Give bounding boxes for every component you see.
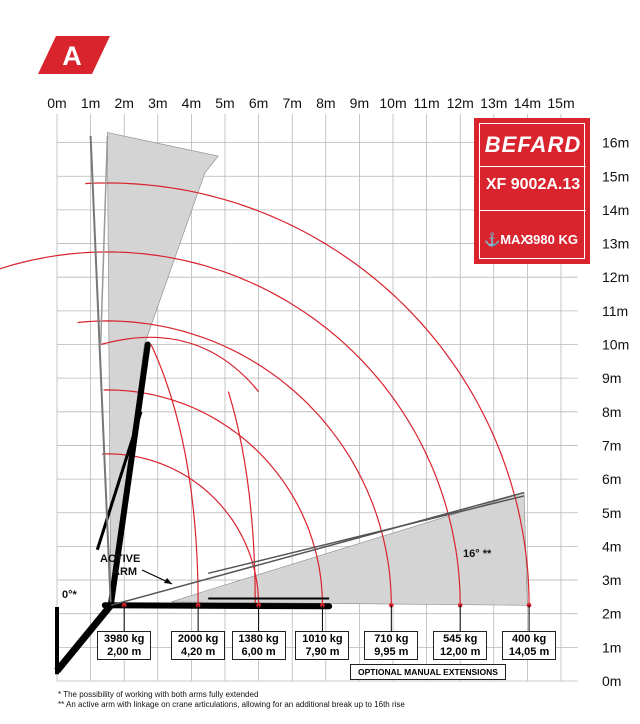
x-tick-label: 10m	[379, 95, 407, 111]
brand-panel-frame	[479, 123, 585, 259]
y-tick-label: 13m	[602, 235, 630, 252]
load-box	[295, 631, 349, 660]
load-reach: 7,90 m	[305, 646, 340, 658]
x-tick-label: 3m	[148, 95, 168, 111]
upper-boom-extension-2	[101, 136, 108, 345]
brand-panel	[474, 118, 590, 264]
footnote-2: ** An active arm with linkage on crane articulations, allowing for an additional break up to 16th rise	[58, 700, 405, 709]
y-tick-label: 6m	[602, 471, 622, 488]
load-kg: 1380 kg	[238, 633, 279, 645]
y-tick-label: 16m	[602, 134, 630, 151]
active-arm-label-line2: ARM	[112, 566, 138, 578]
x-tick-label: 8m	[316, 95, 336, 111]
arc-5m	[228, 392, 255, 606]
chart-badge	[38, 36, 110, 74]
y-tick-label: 1m	[602, 639, 622, 656]
x-tick-label: 14m	[513, 95, 542, 111]
y-tick-label: 14m	[602, 201, 630, 218]
brand-divider	[480, 166, 586, 167]
y-tick-label: 5m	[602, 504, 622, 521]
y-tick-label: 15m	[602, 168, 630, 185]
load-box	[433, 631, 487, 660]
y-tick-label: 2m	[602, 605, 622, 622]
load-box	[171, 631, 225, 660]
angle-zero-label: 0°*	[62, 589, 77, 601]
x-tick-label: 2m	[114, 95, 134, 111]
y-tick-label: 4m	[602, 538, 622, 555]
load-reach: 9,95 m	[374, 646, 409, 658]
badge-letter: A	[62, 41, 82, 71]
load-reach: 14,05 m	[508, 646, 550, 658]
load-box	[364, 631, 418, 660]
load-kg: 3980 kg	[104, 633, 145, 645]
brand-max-label	[484, 232, 529, 248]
load-box	[97, 631, 151, 660]
horizontal-boom	[105, 605, 329, 606]
load-box	[502, 631, 556, 660]
x-tick-label: 7m	[282, 95, 302, 111]
footnote-1: * The possibility of working with both arms fully extended	[58, 690, 259, 699]
y-tick-label: 10m	[602, 336, 630, 353]
y-tick-label: 11m	[602, 302, 629, 319]
load-kg: 710 kg	[374, 633, 409, 645]
load-kg: 545 kg	[443, 633, 478, 645]
x-tick-label: 5m	[215, 95, 235, 111]
x-tick-label: 12m	[446, 95, 474, 111]
load-reach: 2,00 m	[107, 646, 142, 658]
load-reach: 6,00 m	[241, 646, 276, 658]
y-tick-label: 12m	[602, 269, 630, 286]
y-tick-label: 8m	[602, 403, 622, 420]
angle-sixteen-label: 16° **	[463, 548, 492, 560]
x-tick-label: 4m	[181, 95, 202, 111]
max-label-text: MAX	[500, 232, 530, 247]
brand-model: XF 9002A.13	[485, 176, 581, 193]
load-reach: 4,20 m	[180, 646, 216, 658]
load-reach: 12,00 m	[440, 646, 481, 658]
load-kg: 1010 kg	[302, 633, 343, 645]
x-tick-label: 13m	[480, 95, 508, 111]
load-kg: 400 kg	[511, 633, 547, 645]
brand-max-value: 3980 KG	[525, 232, 578, 247]
working-zones	[107, 133, 530, 606]
x-tick-label: 0m	[47, 95, 67, 111]
x-tick-label: 15m	[547, 95, 575, 111]
x-tick-label: 6m	[248, 95, 269, 111]
y-tick-label: 0m	[602, 673, 622, 689]
brand-logo: BEFARD	[484, 132, 582, 157]
x-tick-label: 9m	[349, 95, 370, 111]
y-axis-labels	[602, 135, 629, 689]
x-tick-label: 1m	[80, 95, 101, 111]
brand-divider	[480, 210, 586, 211]
active-arm-label-line1: ACTIVE	[100, 553, 141, 565]
hook-icon: ⚓	[484, 232, 501, 247]
y-tick-label: 9m	[602, 370, 622, 387]
x-axis-labels	[47, 95, 574, 111]
load-box	[232, 631, 286, 660]
x-tick-label: 11m	[413, 95, 440, 111]
load-kg: 2000 kg	[177, 633, 219, 645]
y-tick-label: 3m	[602, 572, 622, 589]
y-tick-label: 7m	[602, 437, 622, 454]
optional-extensions-label: OPTIONAL MANUAL EXTENSIONS	[350, 664, 506, 680]
